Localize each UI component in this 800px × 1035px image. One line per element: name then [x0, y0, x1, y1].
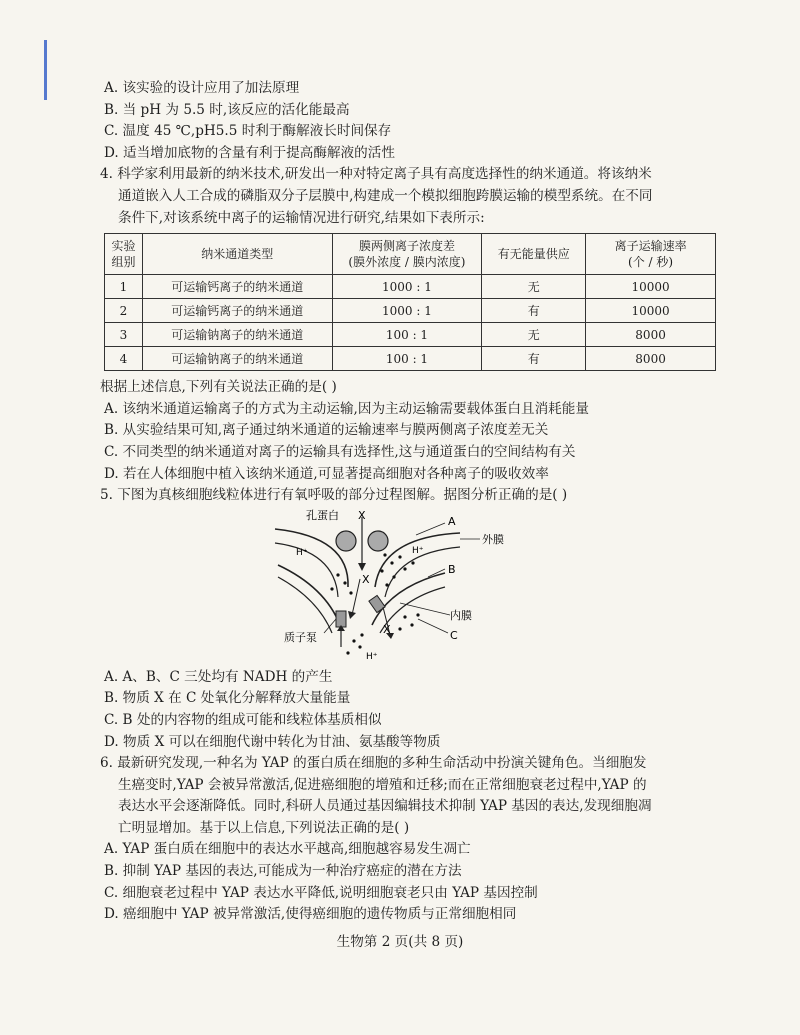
- question-6: [100, 753, 720, 926]
- header-group: 实验 组别: [105, 234, 143, 275]
- cell-rate: 8000: [586, 323, 716, 347]
- label-b: B: [448, 562, 456, 576]
- label-a: A: [448, 514, 456, 528]
- cell-group: 2: [105, 299, 143, 323]
- q6-stem-line-4: 亡明显增加。基于以上信息,下列说法正确的是( ): [118, 819, 410, 836]
- q6-option-d[interactable]: D. 癌细胞中 YAP 被异常激活,使得癌细胞的遗传物质与正常细胞相同: [104, 906, 517, 923]
- cell-energy: 无: [482, 323, 586, 347]
- cell-concentration: 1000 : 1: [332, 275, 482, 299]
- q5-stem: 5. 下图为真核细胞线粒体进行有氧呼吸的部分过程图解。据图分析正确的是( ): [100, 487, 568, 504]
- label-x-low: X: [383, 622, 391, 636]
- channel-right: [369, 595, 385, 612]
- proton-pump: [336, 611, 346, 627]
- exam-page-body: [100, 78, 720, 926]
- q6-option-a[interactable]: A. YAP 蛋白质在细胞中的表达水平越高,细胞越容易发生凋亡: [104, 841, 471, 858]
- mitochondria-svg: [100, 507, 720, 667]
- label-c: C: [450, 628, 458, 642]
- q5-option-c[interactable]: C. B 处的内容物的组成可能和线粒体基质相似: [104, 711, 382, 728]
- q6-option-b[interactable]: B. 抑制 YAP 基因的表达,可能成为一种治疗癌症的潜在方法: [104, 863, 462, 880]
- cell-channel-type: 可运输钙离子的纳米通道: [142, 299, 332, 323]
- q3-option-b[interactable]: B. 当 pH 为 5.5 时,该反应的活化能最高: [104, 101, 350, 118]
- header-concentration: 膜两侧离子浓度差 (膜外浓度 / 膜内浓度): [332, 234, 482, 275]
- table-header-row: [105, 234, 716, 275]
- q4-stem-line-3: 条件下,对该系统中离子的运输情况进行研究,结果如下表所示:: [118, 209, 485, 226]
- header-channel-type: 纳米通道类型: [142, 234, 332, 275]
- q3-option-a[interactable]: A. 该实验的设计应用了加法原理: [104, 80, 300, 96]
- q6-stem-line-2: 生癌变时,YAP 会被异常激活,促进癌细胞的增殖和迁移;而在正常细胞衰老过程中,YAP 的: [118, 776, 647, 793]
- table-row: [105, 347, 716, 371]
- label-inner-membrane: 内膜: [450, 608, 472, 622]
- q6-option-c[interactable]: C. 细胞衰老过程中 YAP 表达水平降低,说明细胞衰老只由 YAP 基因控制: [104, 884, 538, 901]
- q5-option-a[interactable]: A. A、B、C 三处均有 NADH 的产生: [104, 668, 333, 685]
- label-h-plus-2: H⁺: [412, 545, 424, 556]
- q4-stem-line-2: 通道嵌入人工合成的磷脂双分子层膜中,构建成一个模拟细胞跨膜运输的模型系统。在不同: [118, 187, 653, 204]
- label-x-mid: X: [362, 572, 370, 586]
- cell-channel-type: 可运输钠离子的纳米通道: [142, 347, 332, 371]
- table-row: [105, 299, 716, 323]
- question-4: [100, 164, 720, 485]
- q3-option-c[interactable]: C. 温度 45 ℃,pH5.5 时利于酶解液长时间保存: [104, 123, 392, 140]
- cell-energy: 无: [482, 275, 586, 299]
- cell-energy: 有: [482, 347, 586, 371]
- q4-results-table: [104, 233, 716, 371]
- cell-rate: 10000: [586, 275, 716, 299]
- table-row: [105, 275, 716, 299]
- q4-option-c[interactable]: C. 不同类型的纳米通道对离子的运输具有选择性,这与通道蛋白的空间结构有关: [104, 443, 576, 460]
- mitochondria-diagram: [100, 507, 720, 667]
- page-footer: 生物第 2 页(共 8 页): [336, 934, 464, 950]
- question-5: [100, 485, 720, 753]
- cell-group: 3: [105, 323, 143, 347]
- cell-rate: 8000: [586, 347, 716, 371]
- q4-option-a[interactable]: A. 该纳米通道运输离子的方式为主动运输,因为主动运输需要载体蛋白且消耗能量: [104, 400, 589, 417]
- cell-concentration: 100 : 1: [332, 323, 482, 347]
- q5-option-b[interactable]: B. 物质 X 在 C 处氧化分解释放大量能量: [104, 690, 351, 707]
- q5-option-d[interactable]: D. 物质 X 可以在细胞代谢中转化为甘油、氨基酸等物质: [104, 733, 441, 750]
- pore-protein-left: [336, 531, 356, 551]
- pore-protein-right: [368, 531, 388, 551]
- label-x-top: X: [358, 508, 366, 522]
- cell-energy: 有: [482, 299, 586, 323]
- cell-rate: 10000: [586, 299, 716, 323]
- q4-stem-line-1: 4. 科学家利用最新的纳米技术,研发出一种对特定离子具有高度选择性的纳米通道。将该纳米: [100, 166, 652, 183]
- label-h-plus-3: H⁺: [366, 651, 378, 662]
- header-energy: 有无能量供应: [482, 234, 586, 275]
- q4-option-d[interactable]: D. 若在人体细胞中植入该纳米通道,可显著提高细胞对各种离子的吸收效率: [104, 465, 549, 482]
- table-row: [105, 323, 716, 347]
- q3-option-d[interactable]: D. 适当增加底物的含量有利于提高酶解液的活性: [104, 144, 395, 161]
- q3-options: [100, 78, 720, 164]
- margin-mark: [44, 40, 47, 100]
- q6-stem-line-3: 表达水平会逐渐降低。同时,科研人员通过基因编辑技术抑制 YAP 基因的表达,发现细胞凋: [118, 798, 652, 815]
- label-proton-pump: 质子泵: [284, 630, 317, 644]
- cell-group: 1: [105, 275, 143, 299]
- label-pore-protein: 孔蛋白: [306, 508, 339, 522]
- q4-option-b[interactable]: B. 从实验结果可知,离子通过纳米通道的运输速率与膜两侧离子浓度差无关: [104, 422, 549, 439]
- q6-stem-line-1: 6. 最新研究发现,一种名为 YAP 的蛋白质在细胞的多种生命活动中扮演关键角色。当细胞发: [100, 755, 647, 772]
- header-rate: 离子运输速率 (个 / 秒): [586, 234, 716, 275]
- label-outer-membrane: 外膜: [482, 532, 504, 546]
- cell-concentration: 100 : 1: [332, 347, 482, 371]
- cell-group: 4: [105, 347, 143, 371]
- label-h-plus-1: H⁺: [296, 547, 308, 558]
- cell-channel-type: 可运输钠离子的纳米通道: [142, 323, 332, 347]
- cell-concentration: 1000 : 1: [332, 299, 482, 323]
- q4-lead: 根据上述信息,下列有关说法正确的是( ): [100, 379, 337, 396]
- cell-channel-type: 可运输钙离子的纳米通道: [142, 275, 332, 299]
